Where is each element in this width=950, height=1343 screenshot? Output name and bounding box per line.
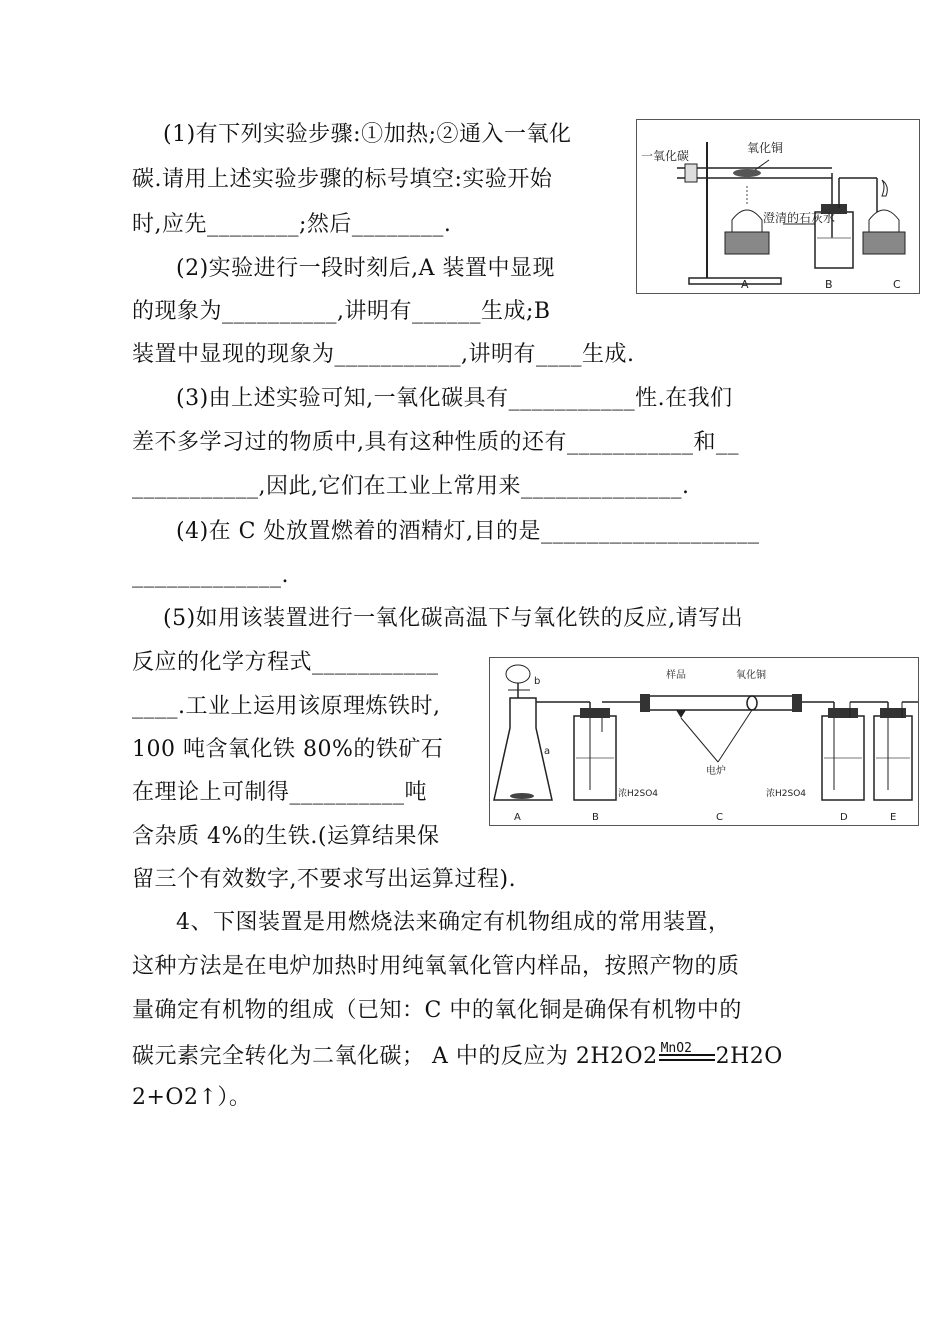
q5-line4: 100 吨含氧化铁 80%的铁矿石 (132, 737, 444, 762)
q3-line1: (3)由上述实验可知,一氧化碳具有___________性.在我们 (176, 386, 733, 411)
q5-line2: 反应的化学方程式___________ (132, 650, 439, 675)
p4-line4-text: 碳元素完全转化为二氧化碳； A 中的反应为 2H2O2 (132, 1044, 658, 1069)
p4-line3: 量确定有机物的组成（已知：C 中的氧化铜是确保有机物中的 (132, 998, 742, 1023)
p4-line1: 4、下图装置是用燃烧法来确定有机物组成的常用装置， (176, 910, 731, 935)
q2-line2: 的现象为__________,讲明有______生成;B (132, 299, 551, 324)
label-furnace: 电炉 (706, 766, 726, 777)
q3-line2: 差不多学习过的物质中,具有这种性质的还有___________和__ (132, 430, 739, 455)
q2-line3: 装置中显现的现象为___________,讲明有____生成. (132, 342, 635, 367)
q2-line1: (2)实验进行一段时刻后,A 装置中显现 (176, 256, 556, 281)
q1-line2: 碳.请用上述实验步骤的标号填空:实验开始 (132, 167, 553, 192)
q5-line7: 留三个有效数字,不要求写出运算过程). (132, 867, 517, 892)
q3-line3: ___________,因此,它们在工业上常用来______________. (132, 474, 690, 499)
p4-line4 (132, 1040, 783, 1072)
p4-line2: 这种方法是在电炉加热时用纯氧氧化管内样品，按照产物的质 (132, 954, 740, 979)
letter2-a: A (514, 812, 521, 823)
q4-line1: (4)在 C 处放置燃着的酒精灯,目的是___________________ (176, 519, 760, 544)
letter2-e: E (890, 812, 897, 823)
label-co: 一氧化碳 (641, 149, 690, 163)
q5-line5: 在理论上可制得__________吨 (132, 780, 428, 805)
figure2-drawing (490, 658, 918, 825)
q1-line3: 时,应先________;然后________. (132, 212, 452, 237)
q1-line1: (1)有下列实验步骤:①加热;②通入一氧化 (163, 122, 572, 147)
letter-c: C (893, 278, 901, 291)
p4-line4-product: 2H2O (715, 1044, 783, 1069)
label-h2so4-d: 浓H2SO4 (766, 789, 807, 799)
figure-combustion-apparatus (489, 657, 919, 826)
letter-a: A (741, 278, 749, 291)
label-limewater: 澄清的石灰水 (763, 211, 836, 225)
label-b: b (534, 676, 541, 687)
catalyst-label: MnO2 (660, 1041, 692, 1056)
letter2-c: C (716, 812, 723, 823)
figure1-drawing (637, 120, 919, 293)
letter2-d: D (840, 812, 848, 823)
q5-line1: (5)如用该装置进行一氧化碳高温下与氧化铁的反应,请写出 (163, 606, 744, 631)
q5-line3: ____.工业上运用该原理炼铁时, (132, 694, 441, 719)
label-h2so4-b: 浓H2SO4 (618, 789, 659, 799)
figure-co-reduction (636, 119, 920, 294)
p4-line5: 2+O2↑）。 (132, 1085, 252, 1110)
q4-line2: _____________. (132, 563, 289, 588)
letter-b: B (825, 278, 833, 291)
label-cuo: 氧化铜 (747, 141, 784, 155)
letter2-b: B (592, 812, 599, 823)
reaction-condition (659, 1040, 715, 1066)
label-sample: 样品 (666, 670, 686, 681)
label-cuo-2: 氧化铜 (736, 670, 766, 681)
q5-line6: 含杂质 4%的生铁.(运算结果保 (132, 824, 440, 849)
label-a: a (544, 746, 551, 757)
